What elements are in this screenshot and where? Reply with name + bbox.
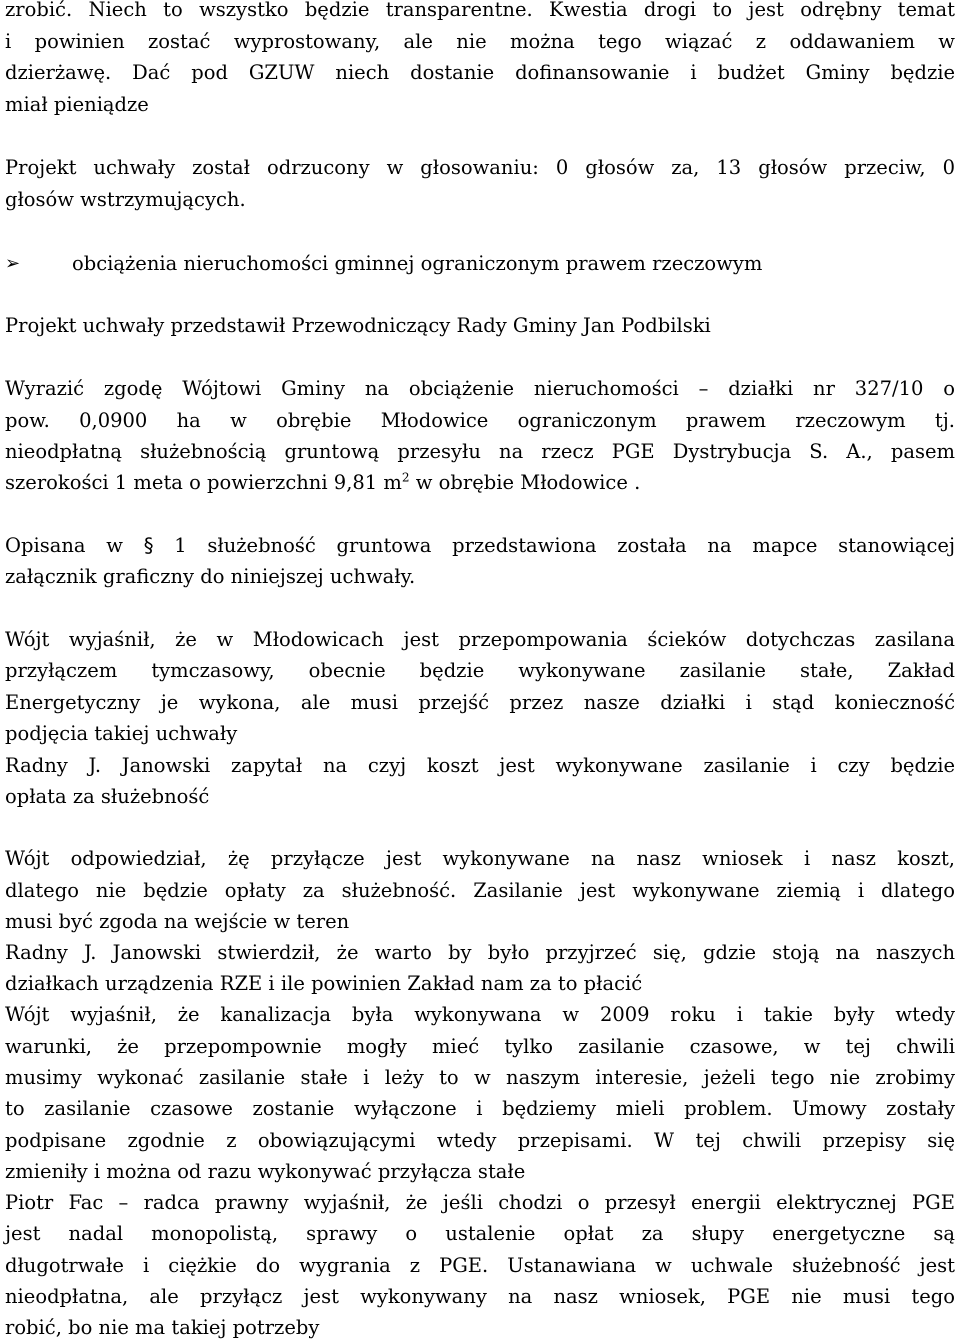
- paragraph-line: Wójt wyjaśnił, że w Młodowicach jest przepompowania ścieków dotychczas zasilana: [5, 628, 955, 651]
- paragraph-line: dlatego nie będzie opłaty za służebność. Zasilanie jest wykonywane ziemią i dlatego: [5, 879, 955, 902]
- superscript-two: 2: [401, 470, 410, 485]
- paragraph-line: Wójt odpowiedział, żę przyłącze jest wykonywane na nasz wniosek i nasz koszt,: [5, 847, 955, 870]
- paragraph-line: i powinien zostać wyprostowany, ale nie można tego wiązać z oddawaniem w: [5, 30, 955, 53]
- paragraph-line: musimy wykonać zasilanie stałe i leży to w naszym interesie, jeżeli tego nie zrobimy: [5, 1066, 955, 1089]
- paragraph-line: to zasilanie czasowe zostanie wyłączone i będziemy mieli problem. Umowy zostały: [5, 1097, 955, 1120]
- paragraph-line: musi być zgoda na wejście w teren: [5, 910, 350, 933]
- paragraph-line: jest nadal monopolistą, sprawy o ustalenie opłat za słupy energetyczne są: [5, 1222, 955, 1245]
- paragraph-line: Radny J. Janowski stwierdził, że warto by było przyjrzeć się, gdzie stoją na naszych: [5, 941, 955, 964]
- resolution-text-line: załącznik graficzny do niniejszej uchwały.: [5, 565, 416, 588]
- paragraph-line: Piotr Fac – radca prawny wyjaśnił, że jeśli chodzi o przesył energii elektrycznej PGE: [5, 1191, 955, 1214]
- agenda-item-heading: obciążenia nieruchomości gminnej ograniczonym prawem rzeczowym: [72, 252, 763, 275]
- resolution-text-line: Opisana w § 1 służebność gruntowa przedstawiona została na mapce stanowiącej: [5, 534, 955, 557]
- arrow-bullet-icon: ➢: [5, 253, 21, 274]
- resolution-text-line: Wyrazić zgodę Wójtowi Gminy na obciążenie nieruchomości – działki nr 327/10 o: [5, 377, 955, 400]
- paragraph-line: zmieniły i można od razu wykonywać przyłącza stałe: [5, 1160, 526, 1183]
- resolution-text-line: pow. 0,0900 ha w obrębie Młodowice ograniczonym prawem rzeczowym tj.: [5, 409, 955, 432]
- paragraph-line: Energetyczny je wykona, ale musi przejść przez nasze działki i stąd konieczność: [5, 691, 955, 714]
- resolution-text-line: szerokości 1 meta o powierzchni 9,81 $m^2$ w obrębie Młodowice .: [5, 470, 641, 494]
- paragraph-line: Projekt uchwały przedstawił Przewodniczący Rady Gminy Jan Podbilski: [5, 314, 711, 337]
- resolution-text-line: nieodpłatną służebnością gruntową przesyłu na rzecz PGE Dystrybucja S. A., pasem: [5, 440, 955, 463]
- paragraph-line: Radny J. Janowski zapytał na czyj koszt jest wykonywane zasilanie i czy będzie: [5, 754, 955, 777]
- paragraph-line: warunki, że przepompownie mogły mieć tylko zasilanie czasowe, w tej chwili: [5, 1035, 955, 1058]
- paragraph-line: robić, bo nie ma takiej potrzeby: [5, 1316, 320, 1339]
- paragraph-line: długotrwałe i ciężkie do wygrania z PGE. Ustanawiana w uchwale służebność jest: [5, 1254, 955, 1277]
- paragraph-line: dzierżawę. Dać pod GZUW niech dostanie dofinansowanie i budżet Gminy będzie: [5, 61, 955, 84]
- paragraph-line: podjęcia takiej uchwały: [5, 722, 238, 745]
- vote-result-line: głosów wstrzymujących.: [5, 188, 246, 211]
- paragraph-line: przyłączem tymczasowy, obecnie będzie wykonywane zasilanie stałe, Zakład: [5, 659, 955, 682]
- paragraph-line: nieodpłatna, ale przyłącz jest wykonywany na nasz wniosek, PGE nie musi tego: [5, 1285, 955, 1308]
- vote-result-line: Projekt uchwały został odrzucony w głosowaniu: 0 głosów za, 13 głosów przeciw, 0: [5, 156, 955, 179]
- paragraph-line: zrobić. Niech to wszystko będzie transparentne. Kwestia drogi to jest odrębny temat: [5, 0, 955, 21]
- paragraph-line: podpisane zgodnie z obowiązującymi wtedy przepisami. W tej chwili przepisy się: [5, 1129, 955, 1152]
- paragraph-line: Wójt wyjaśnił, że kanalizacja była wykonywana w 2009 roku i takie były wtedy: [5, 1003, 955, 1026]
- paragraph-line: miał pieniądze: [5, 93, 149, 116]
- section-sign: §: [143, 534, 154, 557]
- paragraph-line: opłata za służebność: [5, 785, 210, 808]
- paragraph-line: działkach urządzenia RZE i ile powinien Zakład nam za to płacić: [5, 972, 643, 995]
